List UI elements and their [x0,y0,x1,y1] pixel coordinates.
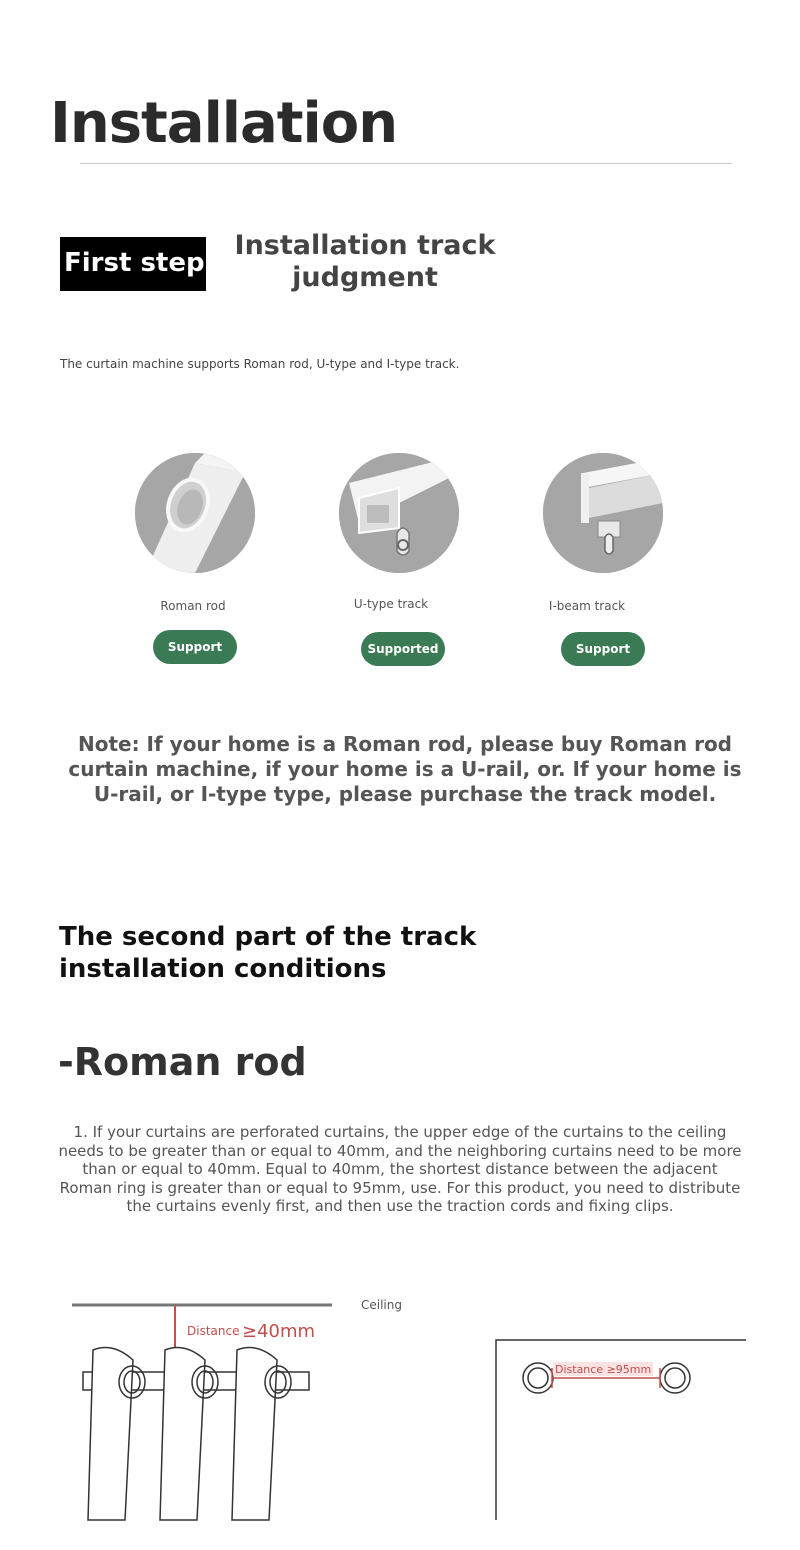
distance-value: ≥40mm [242,1321,316,1342]
instructions-paragraph: 1. If your curtains are perforated curtains, the upper edge of the curtains to the ceiling needs to be greater than or equal to 40mm, and the neighboring curtains need to be more than or equal to 40mm. Equal to 40mm, the shortest distance between the adjacent Roman ring is greater than or equal to 95mm, use. For this product, you need to distribute the curtains evenly first, and then use the traction cords and fixing clips. [58,1123,742,1215]
title-divider [80,163,732,164]
subsection-heading: -Roman rod [58,1040,307,1084]
step-badge: First step [60,237,206,291]
support-badge-u-type: Supported [361,632,445,666]
u-track-image [339,453,459,573]
track-label-u-type: U-type track [353,597,429,611]
ceiling-label: Ceiling [361,1298,402,1312]
track-label-i-beam: I-beam track [548,599,626,613]
roman-rod-image [135,453,255,573]
distance-label: Distance [187,1324,240,1338]
step-heading: Installation track judgment [234,230,496,293]
section-heading: The second part of the track installation conditions [59,922,477,984]
i-beam-track-image [543,453,663,573]
track-label-roman: Roman rod [160,599,226,613]
ring-distance-label: Distance ≥95mm [555,1363,652,1376]
intro-text: The curtain machine supports Roman rod, U-type and I-type track. [60,357,460,371]
support-badge-roman: Support [153,630,237,664]
installation-diagram [0,1280,800,1550]
curtain-panels [88,1348,277,1520]
page-title: Installation [50,91,398,156]
note-text: Note: If your home is a Roman rod, please buy Roman rod curtain machine, if your home is a U-rail, or. If your home is U-rail, or I-type type, please purchase the track model. [68,732,742,806]
support-badge-i-beam: Support [561,632,645,666]
